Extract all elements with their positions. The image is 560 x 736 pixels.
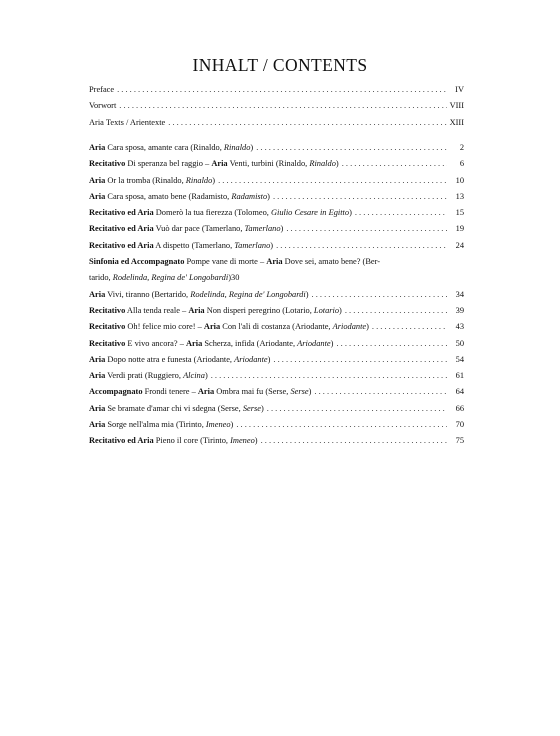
dot-leader bbox=[273, 352, 447, 368]
toc-label bbox=[89, 368, 208, 384]
toc-label bbox=[89, 287, 309, 303]
entry-text: E vivo ancora? – bbox=[127, 338, 186, 348]
entry-text: Alla tenda reale – bbox=[126, 305, 189, 315]
page-number: VIII bbox=[449, 101, 464, 111]
page-number: 15 bbox=[455, 208, 464, 218]
entry-text: Oh! felice mio core! – bbox=[127, 322, 204, 332]
entry-text: A dispetto (Tamerlano, bbox=[155, 240, 235, 250]
entry-work: Imeneo bbox=[230, 436, 255, 446]
entry-close: ) bbox=[230, 420, 234, 430]
entry-close: ) bbox=[250, 143, 254, 152]
page-number: IV bbox=[455, 85, 464, 94]
entry-work: Lotario bbox=[313, 305, 340, 315]
toc-label bbox=[89, 384, 311, 400]
toc-row bbox=[89, 433, 464, 449]
entry-type: Aria bbox=[89, 420, 106, 430]
dot-leader bbox=[119, 98, 446, 114]
toc-label bbox=[89, 270, 231, 286]
entry-close: ) bbox=[267, 354, 271, 364]
toc-label bbox=[89, 173, 215, 189]
toc-row bbox=[89, 352, 464, 368]
page-number: 54 bbox=[455, 354, 464, 364]
dot-leader bbox=[276, 238, 447, 254]
entry-text: Frondi tenere – bbox=[144, 387, 198, 397]
entry-text: Pompe vane di morte – bbox=[186, 257, 267, 267]
toc-label bbox=[89, 352, 270, 368]
toc-row bbox=[89, 238, 464, 254]
page-number: 10 bbox=[455, 175, 464, 185]
entry-type: Aria bbox=[211, 159, 228, 169]
toc-row bbox=[89, 336, 464, 352]
toc-row bbox=[89, 287, 464, 303]
dot-leader bbox=[256, 140, 447, 156]
toc-label bbox=[89, 140, 253, 156]
page-number: 66 bbox=[455, 403, 464, 413]
toc-label bbox=[89, 319, 369, 335]
entry-work: Giulio Cesare in Egitto bbox=[270, 208, 350, 218]
page-number: 2 bbox=[459, 143, 464, 152]
entry-type: Aria bbox=[203, 322, 221, 332]
entry-close: ) bbox=[270, 240, 274, 250]
toc-row bbox=[89, 221, 464, 237]
entry-type: Aria bbox=[89, 191, 106, 201]
entry-work: Ariodante bbox=[234, 354, 268, 364]
entry-text: tarido, bbox=[89, 273, 113, 283]
contents-list bbox=[89, 140, 464, 450]
entry-type: Recitativo ed Aria bbox=[89, 436, 154, 446]
entry-text: Con l'ali di costanza (Ariodante, bbox=[222, 322, 333, 332]
dot-leader bbox=[312, 287, 448, 303]
entry-close: ) bbox=[305, 289, 309, 299]
toc-row bbox=[89, 115, 464, 131]
entry-work: Serse bbox=[290, 387, 309, 397]
toc-row bbox=[89, 82, 464, 98]
page-number: XIII bbox=[449, 117, 464, 127]
entry-text: Dove sei, amato bene? (Ber- bbox=[284, 257, 381, 267]
entry-type: Aria bbox=[89, 175, 106, 185]
toc-label: Vorwort bbox=[89, 101, 117, 111]
entry-type: Aria bbox=[197, 387, 215, 397]
page-number: 61 bbox=[455, 371, 464, 381]
entry-close: ) bbox=[335, 159, 339, 169]
entry-close: ) bbox=[349, 208, 352, 218]
entry-close: ) bbox=[267, 191, 270, 201]
page-title: INHALT / CONTENTS bbox=[192, 55, 368, 75]
entry-close: ) bbox=[254, 436, 258, 446]
toc-label bbox=[89, 401, 264, 417]
dot-leader bbox=[267, 401, 447, 417]
toc-line bbox=[89, 270, 464, 286]
entry-text: Or la tromba (Rinaldo, bbox=[107, 175, 186, 185]
entry-close: ) bbox=[366, 322, 369, 332]
entry-work: Rodelinda, Regina de' Longobardi bbox=[190, 289, 306, 299]
toc-row bbox=[89, 140, 464, 156]
dot-leader bbox=[273, 189, 447, 205]
toc-label: Preface bbox=[89, 85, 115, 94]
entry-type: Aria bbox=[89, 371, 106, 381]
dot-leader bbox=[117, 82, 447, 98]
entry-text: Non disperi peregrino (Lotario, bbox=[206, 305, 314, 315]
entry-text: Scherza, infida (Ariodante, bbox=[204, 338, 298, 348]
page-number: 34 bbox=[455, 289, 464, 299]
entry-type: Aria bbox=[89, 143, 106, 152]
entry-work: Rinaldo bbox=[309, 159, 336, 169]
page-number: 6 bbox=[459, 159, 464, 169]
entry-type: Aria bbox=[266, 257, 283, 267]
dot-leader bbox=[314, 384, 447, 400]
entry-type: Aria bbox=[89, 403, 106, 413]
entry-work: Serse bbox=[242, 403, 261, 413]
entry-text: Vuò dar pace (Tamerlano, bbox=[155, 224, 245, 234]
entry-work: Imeneo bbox=[205, 420, 231, 430]
entry-type: Recitativo bbox=[89, 159, 126, 169]
page-number: 39 bbox=[455, 305, 464, 315]
entry-close: ) bbox=[330, 338, 334, 348]
entry-close: ) bbox=[212, 175, 216, 185]
toc-row bbox=[89, 156, 464, 172]
entry-close: ) bbox=[204, 371, 208, 381]
page-number: 30 bbox=[231, 273, 240, 283]
entry-type: Accompagnato bbox=[89, 387, 143, 397]
dot-leader bbox=[236, 417, 447, 433]
entry-close: ) bbox=[280, 224, 284, 234]
front-matter-list bbox=[89, 82, 464, 131]
entry-type: Recitativo bbox=[89, 338, 126, 348]
entry-work: Rinaldo bbox=[223, 143, 251, 152]
entry-type: Recitativo ed Aria bbox=[89, 224, 154, 234]
page-number: 19 bbox=[455, 224, 464, 234]
toc-row bbox=[89, 98, 464, 114]
toc-row bbox=[89, 401, 464, 417]
toc-label bbox=[89, 189, 270, 205]
toc-label bbox=[89, 221, 283, 237]
page-number: 24 bbox=[455, 240, 464, 250]
entry-work: Rinaldo bbox=[185, 175, 213, 185]
entry-close: ) bbox=[308, 387, 312, 397]
entry-text: Pieno il core (Tirinto, bbox=[155, 436, 231, 446]
toc-row bbox=[89, 368, 464, 384]
dot-leader bbox=[286, 221, 447, 237]
entry-text: Venti, turbini (Rinaldo, bbox=[229, 159, 310, 169]
entry-text: Cara sposa, amante cara (Rinaldo, bbox=[107, 143, 224, 152]
entry-text: Verdi prati (Ruggiero, bbox=[107, 371, 184, 381]
entry-type: Recitativo ed Aria bbox=[89, 208, 154, 218]
page-number: 70 bbox=[455, 420, 464, 430]
toc-row bbox=[89, 189, 464, 205]
entry-close: ) bbox=[260, 403, 264, 413]
entry-type: Sinfonia ed Accompagnato bbox=[89, 257, 185, 267]
toc-row bbox=[89, 303, 464, 319]
entry-text: Cara sposa, amato bene (Radamisto, bbox=[107, 191, 232, 201]
entry-type: Recitativo bbox=[89, 322, 126, 332]
page-number: 64 bbox=[455, 387, 464, 397]
entry-type: Aria bbox=[89, 354, 106, 364]
dot-leader bbox=[261, 433, 447, 449]
entry-text: Se bramate d'amar chi vi sdegna (Serse, bbox=[107, 403, 243, 413]
entry-work: Tamerlano bbox=[244, 224, 281, 234]
page-number: 13 bbox=[455, 191, 464, 201]
toc-row bbox=[89, 254, 464, 287]
entry-work: Ariodante bbox=[297, 338, 331, 348]
toc-row bbox=[89, 384, 464, 400]
entry-type: Aria bbox=[188, 305, 205, 315]
dot-leader bbox=[372, 319, 447, 335]
toc-row bbox=[89, 205, 464, 221]
entry-work: Alcina bbox=[183, 371, 205, 381]
entry-work: Rodelinda, Regina de' Longobardi bbox=[112, 273, 229, 283]
toc-label bbox=[89, 433, 258, 449]
entry-type: Aria bbox=[185, 338, 203, 348]
entry-text: Dopo notte atra e funesta (Ariodante, bbox=[107, 354, 235, 364]
entry-text: Vivi, tiranno (Bertarido, bbox=[107, 289, 191, 299]
toc-label bbox=[89, 417, 233, 433]
toc-label bbox=[89, 238, 273, 254]
toc-label bbox=[89, 205, 352, 221]
toc-label: Aria Texts / Arientexte bbox=[89, 117, 166, 127]
entry-type: Recitativo ed Aria bbox=[89, 240, 154, 250]
entry-close: ) bbox=[339, 305, 342, 315]
page-number: 75 bbox=[455, 436, 464, 446]
entry-text: Di speranza bel raggio – bbox=[127, 159, 212, 169]
toc-row bbox=[89, 319, 464, 335]
entry-text: Domerò la tua fierezza (Tolomeo, bbox=[155, 208, 271, 218]
page-number: 43 bbox=[455, 322, 464, 332]
dot-leader bbox=[218, 173, 447, 189]
entry-text: Ombra mai fu (Serse, bbox=[216, 387, 291, 397]
dot-leader bbox=[336, 336, 447, 352]
entry-work: Radamisto bbox=[231, 191, 268, 201]
dot-leader bbox=[345, 303, 447, 319]
dot-leader bbox=[211, 368, 447, 384]
toc-line bbox=[89, 254, 464, 270]
entry-work: Ariodante bbox=[332, 322, 367, 332]
page-number: 50 bbox=[455, 338, 464, 348]
entry-type: Aria bbox=[89, 289, 106, 299]
entry-text: Sorge nell'alma mia (Tirinto, bbox=[107, 420, 206, 430]
toc-label bbox=[89, 156, 339, 172]
dot-leader bbox=[168, 115, 446, 131]
dot-leader bbox=[355, 205, 447, 221]
dot-leader bbox=[342, 156, 447, 172]
toc-row bbox=[89, 173, 464, 189]
entry-work: Tamerlano bbox=[234, 240, 271, 250]
toc-label bbox=[89, 303, 342, 319]
entry-type: Recitativo bbox=[89, 305, 126, 315]
entry-close: ) bbox=[228, 273, 231, 283]
toc-row bbox=[89, 417, 464, 433]
toc-label bbox=[89, 336, 333, 352]
